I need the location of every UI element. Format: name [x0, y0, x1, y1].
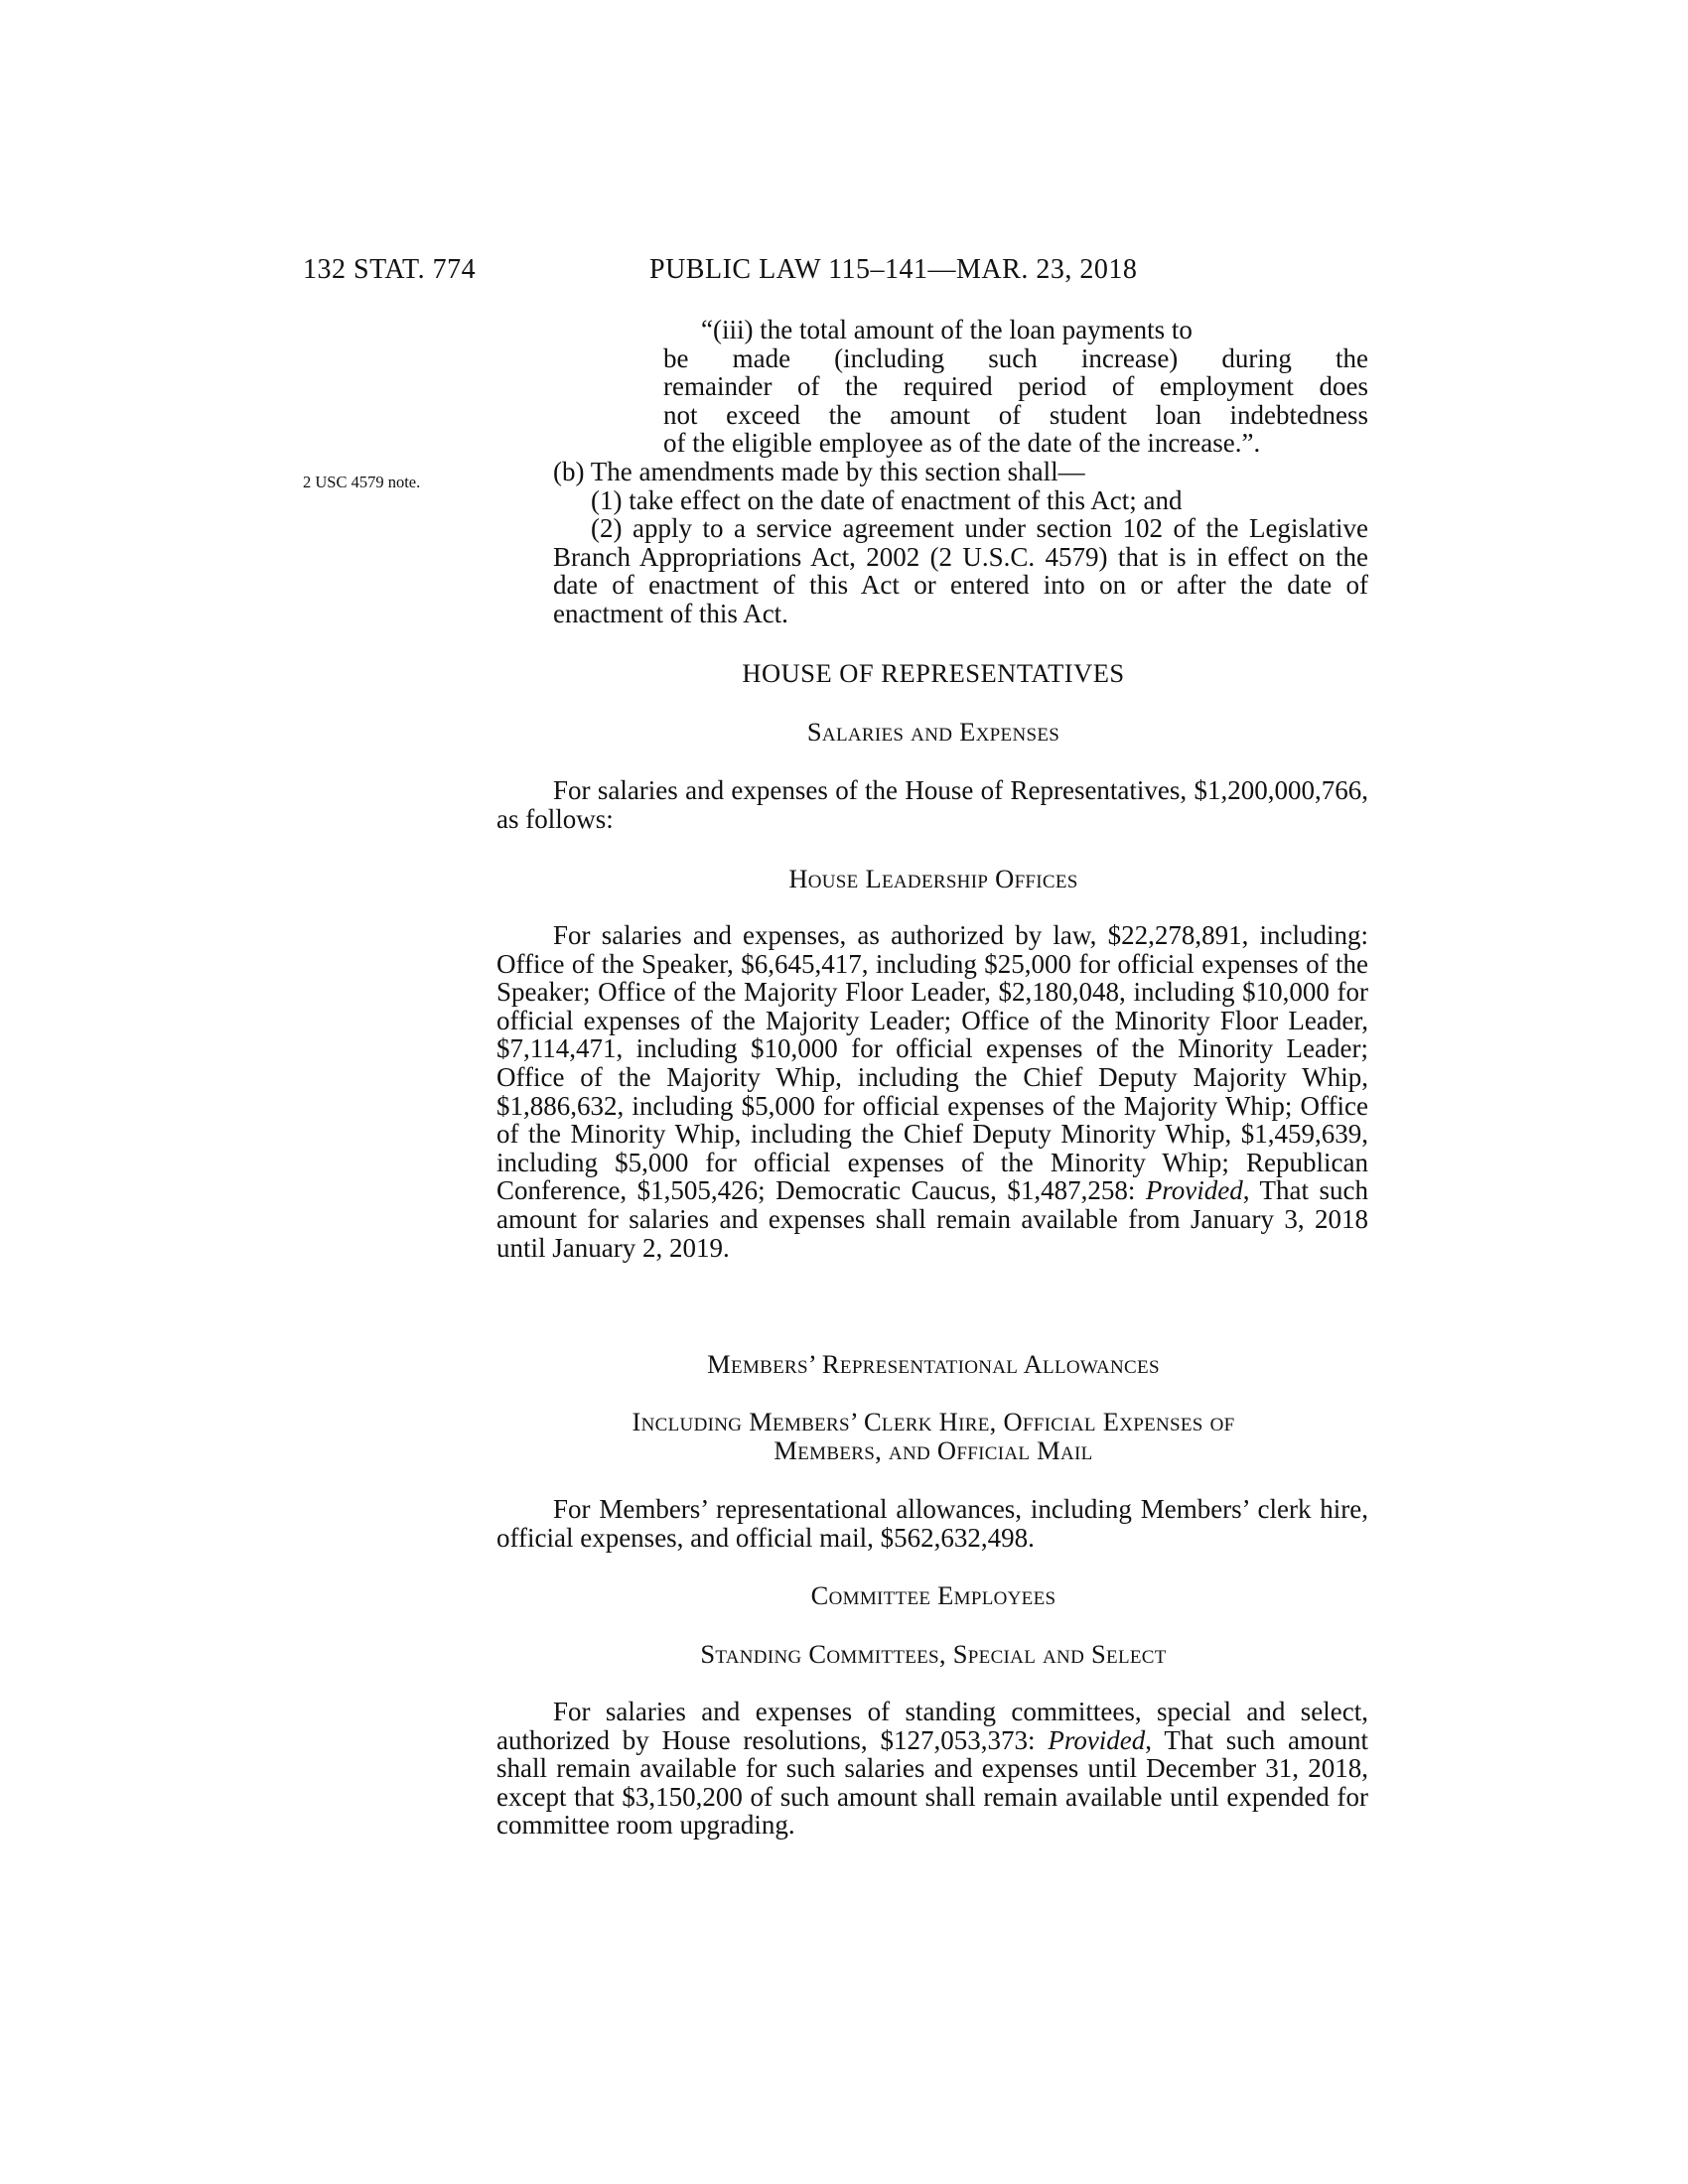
leadership-text-b: , That such amount for salaries and expenses shall remain available from January 3, 2018 until January 2, 2019. [496, 1175, 1368, 1263]
salaries-paragraph [496, 776, 1368, 833]
members-paragraph [496, 1495, 1368, 1552]
amendments-intro: (b) The amendments made by this section shall— [553, 457, 1085, 486]
leadership-heading: House Leadership Offices [788, 864, 1078, 893]
members-heading: Members’ Representational Allowances [707, 1349, 1160, 1379]
members-subheading [496, 1408, 1370, 1464]
quote-line: be made (including such increase) during the [663, 342, 1368, 373]
page-header-title: PUBLIC LAW 115–141—MAR. 23, 2018 [649, 254, 1138, 285]
amendment-item-2: (2) apply to a service agreement under section 102 of the Legislative Branch Appropriations Act, 2002 (2 U.S.C. 4579) that is in effect on the date of enactment of this Act or entered into on or after the date of enactment of this Act. [553, 513, 1368, 628]
leadership-text [496, 921, 1368, 1262]
leadership-provided: Provided [1145, 1175, 1243, 1206]
margin-note: 2 USC 4579 note. [303, 473, 421, 491]
house-heading: HOUSE OF REPRESENTATIVES [742, 658, 1125, 688]
amendment-item-1: (1) take effect on the date of enactment of this Act; and [591, 484, 1183, 515]
committee-heading: Committee Employees [810, 1580, 1056, 1610]
salaries-text: For salaries and expenses of the House of Representatives, $1,200,000,766, as follows: [496, 775, 1368, 834]
page-header-ref: 132 STAT. 774 [303, 254, 477, 285]
leadership-paragraph [496, 921, 1368, 1262]
standing-paragraph [496, 1698, 1368, 1840]
leadership-text-a: For salaries and expenses, as authorized by law, $22,278,891, including: Office of the Speaker, $6,645,417, including $25,000 for official expenses of the Speaker; Office of the Majority Floor Leader, $2,180,048, including $10,000 for official expenses of the Majority Leader; Office of the Minority Floor Leader, $7,114,471, including $10,000 for official expenses of the Minority Leader; Office of the Majority Whip, including the Chief Deputy Majority Whip, $1,886,632, including $5,000 for official expenses of the Majority Whip; Office of the Minority Whip, including the Chief Deputy Minority Whip, $1,459,639, including $5,000 for official expenses of the Minority Whip; Republican Conference, $1,505,426; Democratic Caucus, $1,487,258: [496, 920, 1368, 1206]
members-subheading-line-1: Including Members’ Clerk Hire, Official Expenses of [632, 1407, 1235, 1436]
quote-line: of the eligible employee as of the date of the increase.”. [663, 428, 1261, 459]
standing-text-a: For salaries and expenses of standing committees, special and select, authorized by House resolutions, $127,053,373: [496, 1697, 1368, 1755]
standing-text [496, 1698, 1368, 1840]
quoted-clause [663, 316, 1368, 458]
members-subheading-line-2: Members, and Official Mail [774, 1434, 1093, 1465]
standing-provided: Provided [1048, 1724, 1146, 1755]
amendments-block [553, 458, 1368, 628]
quote-line: “(iii) the total amount of the loan payments to [701, 315, 1193, 344]
standing-heading: Standing Committees, Special and Select [700, 1639, 1167, 1669]
quote-line: not exceed the amount of student loan indebtedness [663, 399, 1368, 430]
quote-line: remainder of the required period of employment does [663, 371, 1368, 402]
standing-text-b: , That such amount shall remain available for such salaries and expenses until December 31, 2018, except that $3,150,200 of such amount shall remain available until expended for committee room upgrading. [496, 1724, 1368, 1841]
salaries-heading: Salaries and Expenses [806, 717, 1060, 747]
members-text: For Members’ representational allowances, including Members’ clerk hire, official expenses, and official mail, $562,632,498. [496, 1494, 1368, 1553]
